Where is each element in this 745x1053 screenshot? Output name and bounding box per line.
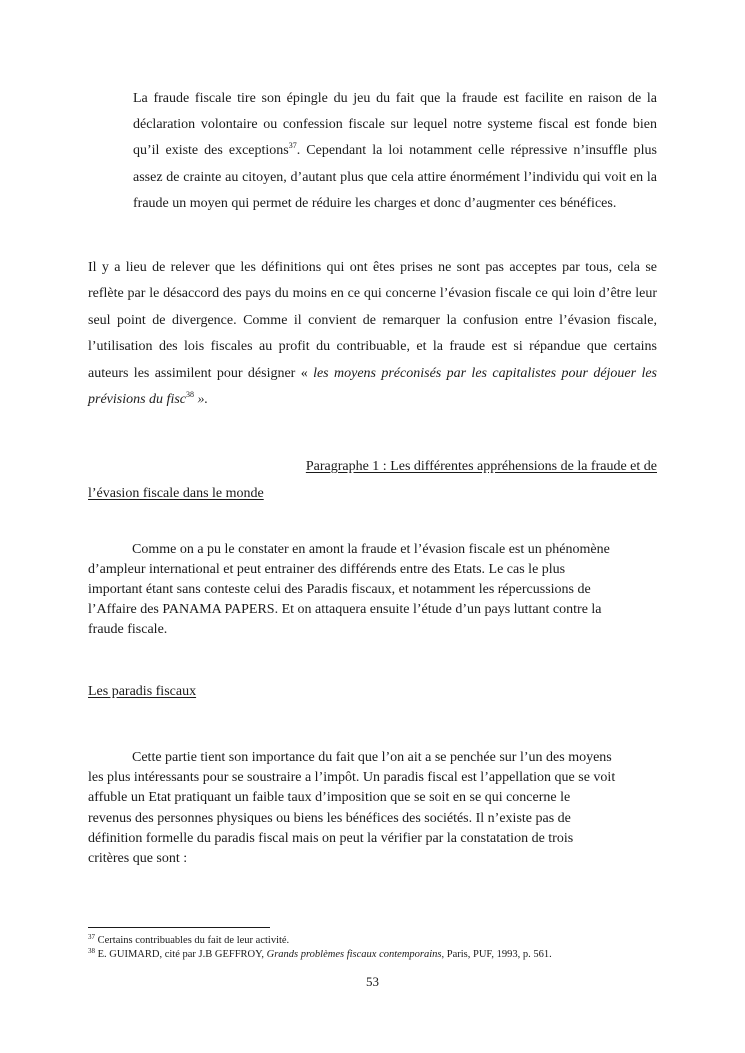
text-line: important étant sans conteste celui des Paradis fiscaux, et notamment les répercussions de <box>88 582 591 598</box>
footnote-number: 38 <box>88 947 95 955</box>
section-heading-paragraphe-1 <box>88 454 657 507</box>
indented-quote-paragraph <box>133 86 657 217</box>
footnote-number: 37 <box>88 933 95 941</box>
footnote-book-title: Grands problèmes fiscaux contemporains <box>266 949 442 960</box>
footnote-text: Certains contribuables du fait de leur activité. <box>95 935 290 946</box>
text-line: Cette partie tient son importance du fait que l’on ait a se penchée sur l’un des moyens <box>132 750 612 765</box>
page-number: 53 <box>366 974 379 989</box>
heading-line-2: l’évasion fiscale dans le monde <box>88 485 264 501</box>
footnote-ref-37[interactable]: 37 <box>288 141 297 151</box>
text-line: critères que sont : <box>88 851 188 867</box>
quote-close: ». <box>194 392 208 408</box>
paragraph-text: Il y a lieu de relever que les définitions qui ont êtes prises ne sont pas acceptes par tous, cela se reflète par le désaccord des pays du moins en ce qui concerne l’évasion fiscale ce qui loin d’être leur seul point de divergence. Comme il convient de remarquer la confusion entre l’évasion fiscale, l’utilisation des lois fiscales au profit du contribuable, et la fraude est si répandue que certains auteurs les assimilent pour désigner « <box>88 260 657 381</box>
footnote-text-end: , Paris, PUF, 1993, p. 561. <box>441 949 552 960</box>
text-line: Comme on a pu le constater en amont la fraude et l’évasion fiscale est un phénomène <box>132 542 610 557</box>
body-paragraph-paradis <box>88 748 657 869</box>
text-line: d’ampleur international et peut entrainer des différends entre des Etats. Le cas le plus <box>88 562 566 578</box>
text-line: fraude fiscale. <box>88 622 168 638</box>
footnote-37 <box>88 934 289 948</box>
text-line: revenus des personnes physiques ou biens les bénéfices des sociétés. Il n’existe pas de <box>88 810 571 826</box>
subsection-heading-paradis-fiscaux <box>88 682 196 702</box>
text-line: l’Affaire des PANAMA PAPERS. Et on attaquera ensuite l’étude d’un pays luttant contre la <box>88 602 602 618</box>
body-paragraph-intro <box>88 540 657 640</box>
text-line: les plus intéressants pour se soustraire a l’impôt. Un paradis fiscal est l’appellation que se voit <box>88 770 616 786</box>
footnote-text: E. GUIMARD, cité par J.B GEFFROY, <box>95 949 267 960</box>
quoted-italic-text: les moyens préconisés par les capitalistes pour déjouer les prévisions du fisc <box>88 365 658 408</box>
text-line: affuble un Etat pratiquant un faible taux d’imposition que se soit en se qui concerne le <box>88 790 571 806</box>
quote-text: La fraude fiscale tire son épingle du jeu du fait que la fraude est facilite en raison de la déclaration volontaire ou confession fiscale sur lequel notre systeme fiscal est fonde bien qu’il existe des exceptions <box>133 91 657 159</box>
footnote-ref-38[interactable]: 38 <box>186 390 194 400</box>
footnote-separator <box>88 927 270 928</box>
subsection-heading-text: Les paradis fiscaux <box>88 684 197 699</box>
quote-text-continued: . Cependant la loi notamment celle répressive n’insuffle plus assez de crainte au citoyen, d’autant plus que cela attire énormément l’individu qui voit en la fraude un moyen qui permet de réduire les charges et donc d’augmenter ces bénéfices. <box>133 143 657 211</box>
text-line: définition formelle du paradis fiscal mais on peut la vérifier par la constatation de trois <box>88 830 574 846</box>
heading-line-1: Paragraphe 1 : Les différentes appréhensions de la fraude et de <box>305 459 657 474</box>
footnote-38 <box>88 948 552 962</box>
body-paragraph-definitions <box>88 255 657 413</box>
